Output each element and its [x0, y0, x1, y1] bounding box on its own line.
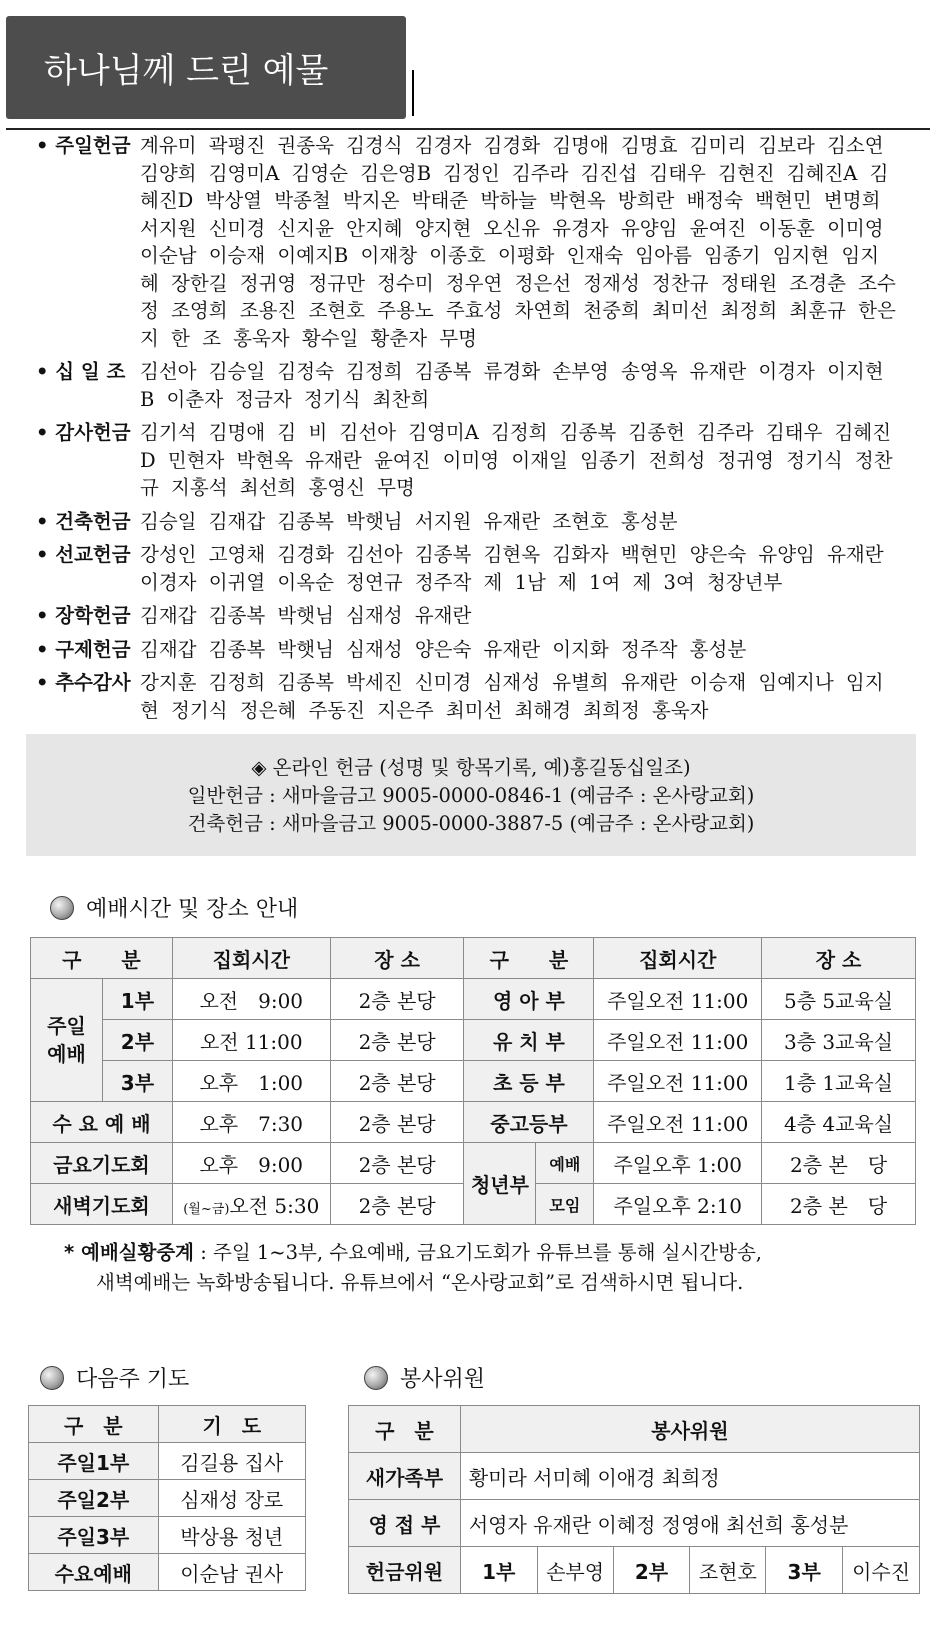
weekday-range: (월~금) [183, 1201, 230, 1217]
offering-label: • 건축헌금 [36, 509, 131, 533]
prayer-cell: 주일2부 [29, 1480, 159, 1517]
header-time: 집회시간 [172, 938, 330, 979]
service-cell: 예배 [536, 1143, 594, 1184]
dawn-time: 오전 5:30 [229, 1193, 320, 1218]
note-text: : 주일 1~3부, 수요예배, 금요기도회가 유튜브를 통해 실시간방송, [194, 1241, 763, 1264]
service-cell: 1부 [102, 979, 172, 1020]
service-cell: 주일오후 2:10 [594, 1184, 762, 1225]
service-cell: 중고등부 [464, 1102, 594, 1143]
header-place: 장 소 [762, 938, 916, 979]
service-heading [50, 892, 298, 923]
note-label: * 예배실황중계 [64, 1241, 195, 1264]
offering-list [36, 132, 916, 730]
service-schedule-table [30, 937, 916, 1225]
service-heading-text: 예배시간 및 장소 안내 [86, 897, 299, 922]
prayer-header: 구 분 [29, 1406, 159, 1443]
service-cell: 오전 9:00 [172, 979, 330, 1020]
offering-row-sunday [36, 132, 916, 352]
offering-names: 강성인 고영채 김경화 김선아 김종복 김현옥 김화자 백현민 양은숙 유양임 유재란 이경자 이귀열 이옥순 정연규 정주작 제 1남 제 1여 제 3여 청장년부 [140, 543, 884, 594]
volunteer-header: 구 분 [349, 1406, 461, 1453]
volunteer-cell: 2부 [613, 1547, 690, 1594]
prayer-header: 기 도 [158, 1406, 305, 1443]
service-cell: 3층 3교육실 [762, 1020, 916, 1061]
general-account: 일반헌금 : 새마을금고 9005-0000-0846-1 (예금주 : 온사랑교회) [187, 784, 755, 807]
offering-names: 계유미 곽평진 권종욱 김경식 김경자 김경화 김명애 김명효 김미리 김보라 김소연 김양희 김영미A 김영순 김은영B 김정인 김주라 김진섭 김태우 김현진 김혜진A 김혜진D 박상열 박종철 박지온 박태준 박하늘 박현옥 방희란 배정숙 백현민 변명희 서지원 신미경 신지윤 안지혜 양지현 오신유 유경자 유양임 윤여진 이동훈 이미영 이순남 이승재 이예지B 이재창 이종호 이평화 인재숙 임아름 임종기 임지현 임지혜 장한길 정귀영 정규만 정수미 정우연 정은선 정재성 정찬규 정태원 조경춘 조수정 조영희 조용진 조현호 주용노 주효성 차연희 천중희 최미선 최정희 최훈규 한은지 한 조 홍욱자 황수일 황춘자 무명 [140, 134, 896, 350]
header-place: 장 소 [330, 938, 464, 979]
offering-names: 김재갑 김종복 박햇님 심재성 양은숙 유재란 이지화 정주작 홍성분 [140, 637, 747, 661]
building-account: 건축헌금 : 새마을금고 9005-0000-3887-5 (예금주 : 온사랑교회) [187, 812, 755, 835]
prayer-cell: 이순남 권사 [158, 1554, 305, 1591]
service-cell: 2층 본당 [330, 1061, 464, 1102]
offering-row-tithe [36, 358, 916, 413]
service-cell: 2층 본 당 [762, 1143, 916, 1184]
service-cell: 주일오전 11:00 [594, 1102, 762, 1143]
service-cell: 3부 [102, 1061, 172, 1102]
offering-label: • 주일헌금 [36, 134, 131, 157]
sunday-service-label: 주일예배 [31, 979, 103, 1102]
service-cell: 주일오전 11:00 [594, 1020, 762, 1061]
service-cell: 주일오전 11:00 [594, 1061, 762, 1102]
volunteer-table [348, 1405, 920, 1594]
service-cell: 5층 5교육실 [762, 979, 916, 1020]
online-offering-title: ◈ 온라인 헌금 (성명 및 항목기록, 예)홍길동십일조) [251, 756, 691, 779]
offering-label: • 감사헌금 [36, 421, 131, 444]
volunteer-cell: 새가족부 [349, 1453, 461, 1500]
note-text: 새벽예배는 녹화방송됩니다. 유튜브에서 “온사랑교회”로 검색하시면 됩니다. [96, 1271, 744, 1294]
broadcast-note [64, 1238, 904, 1298]
offering-label: • 구제헌금 [36, 637, 131, 661]
offering-row-scholarship [36, 602, 916, 630]
service-cell: 새벽기도회 [31, 1184, 173, 1225]
service-cell: 2층 본당 [330, 979, 464, 1020]
prayer-table [28, 1405, 306, 1591]
offering-names: 강지훈 김정희 김종복 박세진 신미경 심재성 유별희 유재란 이승재 임예지나 임지현 정기식 정은혜 주동진 지은주 최미선 최해경 최희정 홍욱자 [140, 671, 884, 722]
offering-names: 김기석 김명애 김 비 김선아 김영미A 김정희 김종복 김종헌 김주라 김태우 김혜진D 민현자 박현옥 유재란 윤여진 이미영 이재일 임종기 전희성 정귀영 정기식 정찬규 지홍석 최선희 홍영신 무명 [140, 421, 893, 499]
volunteer-cell: 1부 [460, 1547, 537, 1594]
service-cell: 2층 본 당 [762, 1184, 916, 1225]
service-cell: 2층 본당 [330, 1143, 464, 1184]
volunteer-cell: 헌금위원 [349, 1547, 461, 1594]
service-cell: 영 아 부 [464, 979, 594, 1020]
service-cell: 초 등 부 [464, 1061, 594, 1102]
header-division: 구 분 [464, 938, 594, 979]
offering-names: 김선아 김승일 김정숙 김정희 김종복 류경화 손부영 송영옥 유재란 이경자 이지현B 이춘자 정금자 정기식 최찬희 [140, 360, 884, 411]
service-cell: 금요기도회 [31, 1143, 173, 1184]
offering-names: 김승일 김재갑 김종복 박햇님 서지원 유재란 조현호 홍성분 [140, 509, 678, 533]
offering-row-thanks [36, 419, 916, 502]
prayer-cell: 박상용 청년 [158, 1517, 305, 1554]
title-divider [6, 128, 930, 130]
circle-bullet-icon [364, 1366, 388, 1390]
circle-bullet-icon [40, 1366, 64, 1390]
service-cell: 2층 본당 [330, 1102, 464, 1143]
service-cell: 오후 7:30 [172, 1102, 330, 1143]
service-cell: 1층 1교육실 [762, 1061, 916, 1102]
offering-row-relief [36, 636, 916, 664]
offering-label: • 십 일 조 [36, 360, 126, 383]
title-cursor-bar [412, 70, 414, 116]
offering-label: • 선교헌금 [36, 543, 131, 566]
prayer-heading [40, 1362, 189, 1393]
volunteer-cell: 이수진 [843, 1547, 920, 1594]
offering-row-mission [36, 541, 916, 596]
header-time: 집회시간 [594, 938, 762, 979]
service-cell: 4층 4교육실 [762, 1102, 916, 1143]
service-cell [172, 1184, 330, 1225]
prayer-cell: 김길용 집사 [158, 1443, 305, 1480]
header-division: 구 분 [31, 938, 173, 979]
offering-label: • 장학헌금 [36, 604, 131, 627]
service-cell: 2층 본당 [330, 1184, 464, 1225]
prayer-cell: 수요예배 [29, 1554, 159, 1591]
service-cell: 2층 본당 [330, 1020, 464, 1061]
prayer-cell: 심재성 장로 [158, 1480, 305, 1517]
offering-label: • 추수감사 [36, 671, 131, 694]
service-cell: 유 치 부 [464, 1020, 594, 1061]
offering-row-building [36, 508, 916, 536]
circle-bullet-icon [50, 896, 74, 920]
service-cell: 주일오후 1:00 [594, 1143, 762, 1184]
volunteer-heading-text: 봉사위원 [400, 1367, 486, 1392]
online-offering-box [26, 734, 916, 856]
service-cell: 수 요 예 배 [31, 1102, 173, 1143]
volunteer-cell: 황미라 서미혜 이애경 최희정 [460, 1453, 919, 1500]
service-cell: 모임 [536, 1184, 594, 1225]
page-title: 하나님께 드린 예물 [44, 51, 329, 91]
service-cell: 주일오전 11:00 [594, 979, 762, 1020]
prayer-cell: 주일3부 [29, 1517, 159, 1554]
page-title-box [6, 16, 406, 119]
service-cell: 오전 11:00 [172, 1020, 330, 1061]
volunteer-cell: 손부영 [537, 1547, 613, 1594]
service-cell: 오후 9:00 [172, 1143, 330, 1184]
volunteer-heading [364, 1362, 485, 1393]
offering-names: 김재갑 김종복 박햇님 심재성 유재란 [140, 604, 472, 627]
volunteer-header: 봉사위원 [460, 1406, 919, 1453]
prayer-heading-text: 다음주 기도 [76, 1367, 190, 1392]
volunteer-cell: 3부 [766, 1547, 843, 1594]
volunteer-cell: 서영자 유재란 이혜정 정영애 최선희 홍성분 [460, 1500, 919, 1547]
volunteer-cell: 조현호 [690, 1547, 766, 1594]
service-cell: 오후 1:00 [172, 1061, 330, 1102]
offering-row-harvest [36, 669, 916, 724]
service-cell: 2부 [102, 1020, 172, 1061]
youth-dept-label: 청년부 [464, 1143, 536, 1225]
prayer-cell: 주일1부 [29, 1443, 159, 1480]
volunteer-cell: 영 접 부 [349, 1500, 461, 1547]
